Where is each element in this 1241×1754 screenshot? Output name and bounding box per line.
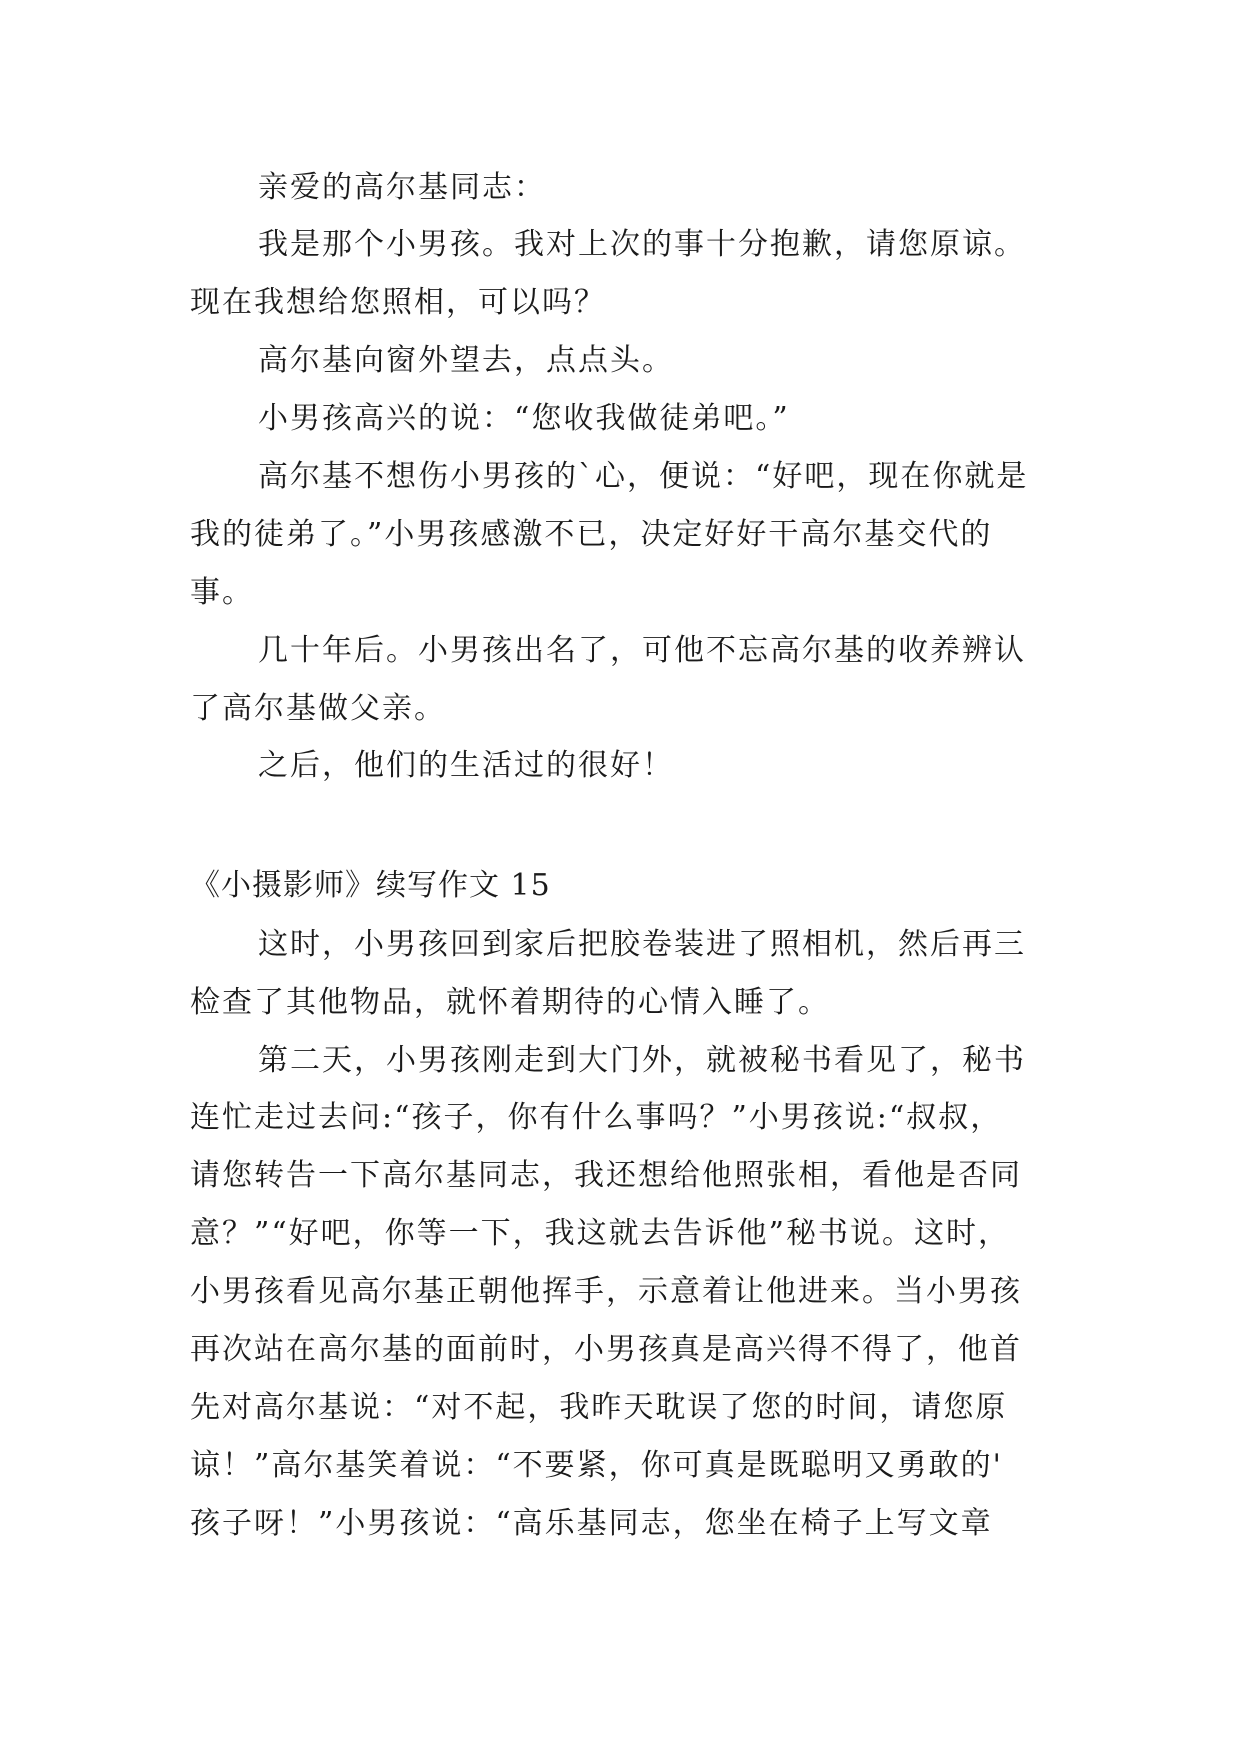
paragraph-line: 谅！”高尔基笑着说：“不要紧，你可真是既聪明又勇敢的' bbox=[190, 1448, 1003, 1483]
paragraph-line: 小男孩看见高尔基正朝他挥手，示意着让他进来。当小男孩 bbox=[190, 1274, 1022, 1309]
paragraph-line: 检查了其他物品，就怀着期待的心情入睡了。 bbox=[190, 985, 830, 1020]
section-title: 《小摄影师》续写作文 15 bbox=[190, 868, 551, 903]
paragraph-line: 意？”“好吧，你等一下，我这就去告诉他”秘书说。这时， bbox=[190, 1216, 1011, 1251]
paragraph-line: 我的徒弟了。”小男孩感激不已，决定好好干高尔基交代的 bbox=[190, 517, 993, 552]
paragraph-line: 高尔基向窗外望去，点点头。 bbox=[258, 343, 674, 378]
paragraph-line: 我是那个小男孩。我对上次的事十分抱歉，请您原谅。 bbox=[258, 227, 1026, 262]
paragraph-line: 之后，他们的生活过的很好！ bbox=[258, 748, 674, 783]
paragraph-line: 再次站在高尔基的面前时，小男孩真是高兴得不得了，他首 bbox=[190, 1332, 1022, 1367]
paragraph-line: 高尔基不想伤小男孩的`心，便说：“好吧，现在你就是 bbox=[258, 459, 1029, 494]
salutation-line: 亲爱的高尔基同志： bbox=[258, 170, 546, 205]
paragraph-line: 孩子呀！”小男孩说：“高乐基同志，您坐在椅子上写文章 bbox=[190, 1506, 993, 1541]
paragraph-line: 请您转告一下高尔基同志，我还想给他照张相，看他是否同 bbox=[190, 1158, 1022, 1193]
paragraph-line: 几十年后。小男孩出名了，可他不忘高尔基的收养辨认 bbox=[258, 633, 1026, 668]
paragraph-line: 了高尔基做父亲。 bbox=[190, 691, 446, 726]
paragraph-line: 小男孩高兴的说：“您收我做徒弟吧。” bbox=[258, 401, 790, 436]
paragraph-line: 事。 bbox=[190, 575, 254, 610]
paragraph-line: 连忙走过去问:“孩子，你有什么事吗？”小男孩说:“叔叔， bbox=[190, 1100, 1003, 1135]
paragraph-line: 第二天，小男孩刚走到大门外，就被秘书看见了，秘书 bbox=[258, 1043, 1026, 1078]
paragraph-line: 先对高尔基说：“对不起，我昨天耽误了您的时间，请您原 bbox=[190, 1390, 1008, 1425]
paragraph-line: 这时，小男孩回到家后把胶卷装进了照相机，然后再三 bbox=[258, 927, 1026, 962]
paragraph-line: 现在我想给您照相，可以吗？ bbox=[190, 285, 606, 320]
